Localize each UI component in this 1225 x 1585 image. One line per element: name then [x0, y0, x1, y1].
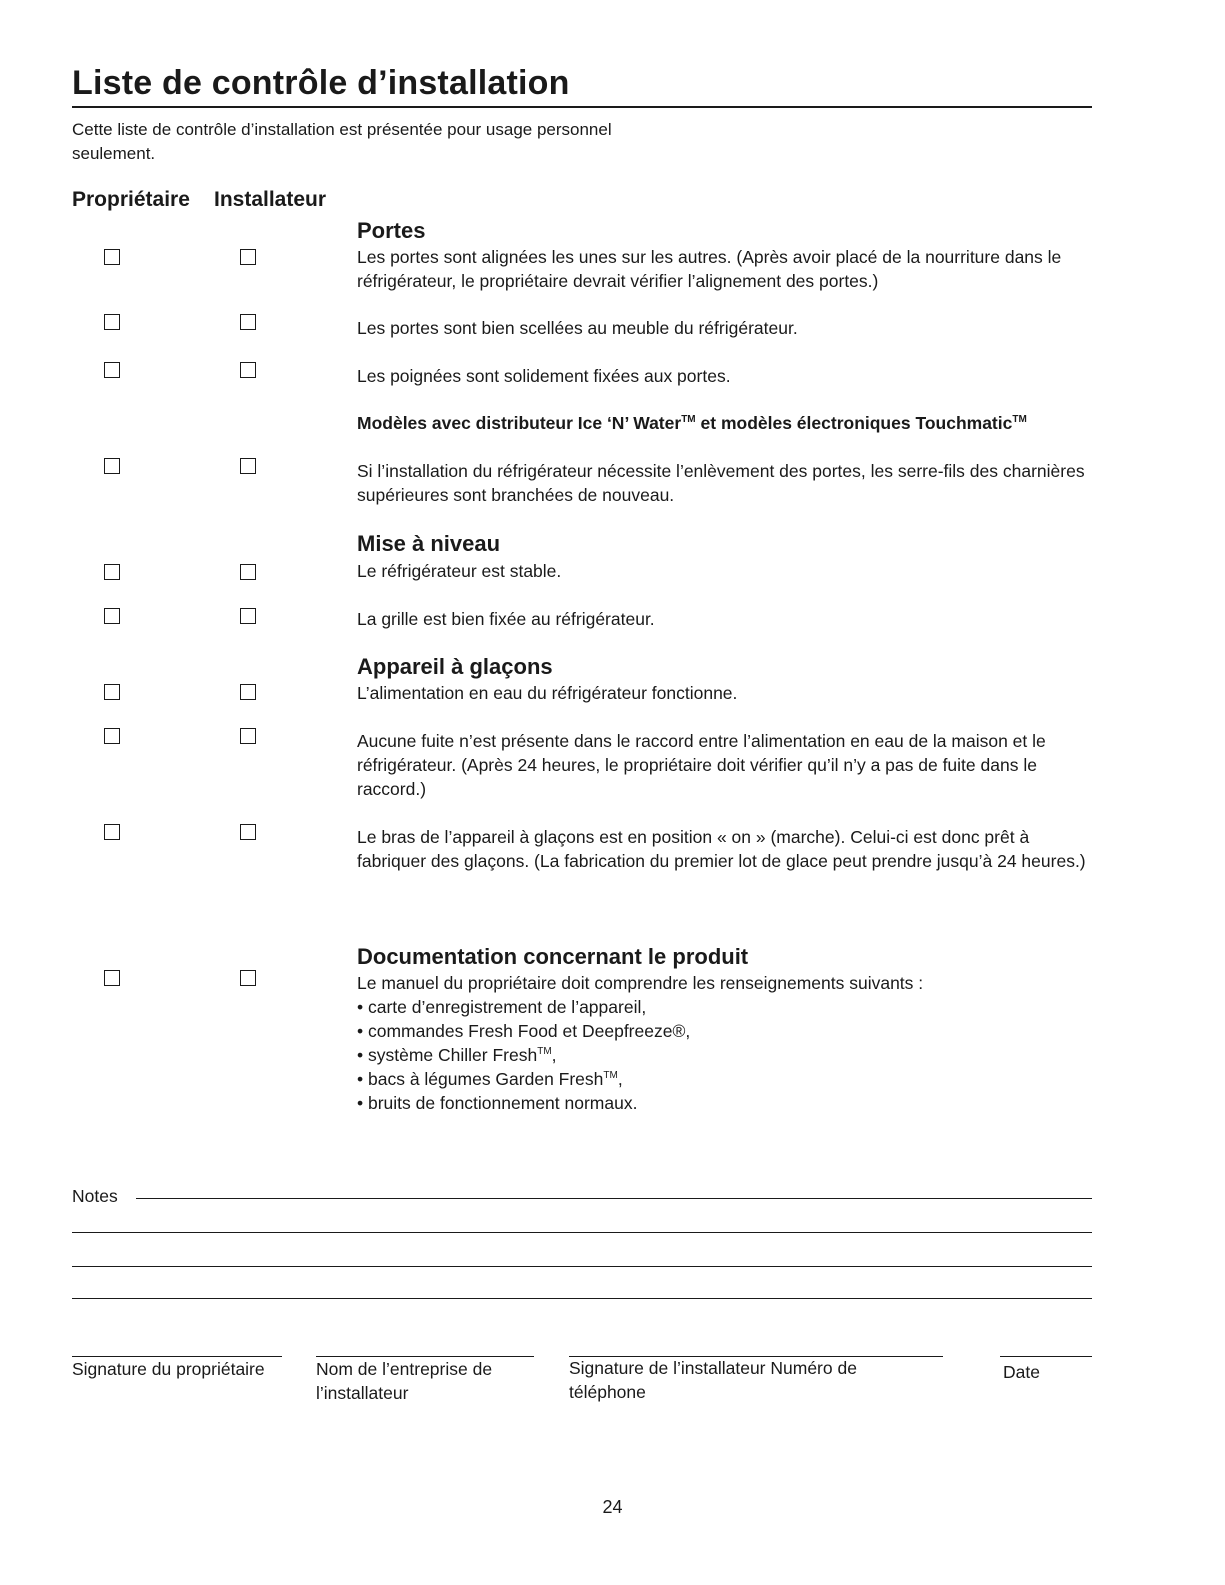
- section-heading-leveling: Mise à niveau: [357, 531, 501, 556]
- list-item: • bruits de fonctionnement normaux.: [357, 1091, 1057, 1115]
- checkbox-installer-handles-fixed[interactable]: [240, 362, 256, 378]
- checkbox-owner-wire-connectors[interactable]: [104, 458, 120, 474]
- page-title: Liste de contrôle d’installation: [72, 64, 570, 102]
- checkbox-owner-water-supply[interactable]: [104, 684, 120, 700]
- notes-label: Notes: [72, 1186, 118, 1206]
- checkbox-installer-documentation[interactable]: [240, 970, 256, 986]
- title-underline: [72, 106, 1092, 108]
- list-item: • système Chiller Fresh™,: [357, 1043, 1057, 1067]
- installer-signature-label: Signature de l’installateur Numéro de téléphone: [569, 1358, 857, 1402]
- checkbox-owner-doors-sealed[interactable]: [104, 314, 120, 330]
- checkbox-installer-doors-sealed[interactable]: [240, 314, 256, 330]
- checkbox-installer-icemaker-arm[interactable]: [240, 824, 256, 840]
- checkbox-owner-doors-aligned[interactable]: [104, 249, 120, 265]
- checkbox-installer-wire-connectors[interactable]: [240, 458, 256, 474]
- documentation-list: [357, 995, 1057, 1115]
- checkbox-installer-water-supply[interactable]: [240, 684, 256, 700]
- owner-signature-label: Signature du propriétaire: [72, 1359, 265, 1379]
- item-icemaker-arm: Le bras de l’appareil à glaçons est en position « on » (marche). Celui-ci est donc prêt à fabriquer des glaçons. (La fabrication du premier lot de glace peut prendre jusqu’à 24 heures.): [357, 827, 1086, 871]
- checkbox-installer-grille[interactable]: [240, 608, 256, 624]
- date-line[interactable]: [1000, 1356, 1092, 1357]
- checkbox-owner-documentation[interactable]: [104, 970, 120, 986]
- list-item: • commandes Fresh Food et Deepfreeze®,: [357, 1019, 1057, 1043]
- section-heading-icemaker: Appareil à glaçons: [357, 654, 553, 679]
- list-item: • bacs à légumes Garden Fresh™,: [357, 1067, 1057, 1091]
- intro-text: Cette liste de contrôle d’installation est présentée pour usage personnel seulement.: [72, 120, 612, 163]
- notes-line-3[interactable]: [72, 1266, 1092, 1267]
- checkbox-owner-icemaker-arm[interactable]: [104, 824, 120, 840]
- checkbox-installer-stable[interactable]: [240, 564, 256, 580]
- notes-line-4[interactable]: [72, 1298, 1092, 1299]
- column-header-owner: Propriétaire: [72, 188, 190, 211]
- item-no-leak: Aucune fuite n’est présente dans le raccord entre l’alimentation en eau de la maison et le réfrigérateur. (Après 24 heures, le propriétaire doit vérifier qu’il n’y a pas de fuite dans le raccord.): [357, 731, 1046, 799]
- section-heading-doors: Portes: [357, 218, 426, 243]
- notes-line-2[interactable]: [72, 1232, 1092, 1233]
- item-wire-connectors: Si l’installation du réfrigérateur nécessite l’enlèvement des portes, les serre-fils des charnières supérieures sont branchées de nouveau.: [357, 461, 1085, 505]
- notes-line-1[interactable]: [136, 1198, 1092, 1199]
- item-grille: La grille est bien fixée au réfrigérateur.: [357, 609, 655, 629]
- checkbox-owner-no-leak[interactable]: [104, 728, 120, 744]
- subsection-heading-icenwater: Modèles avec distributeur Ice ‘N’ Water™ et modèles électroniques Touchmatic™: [357, 413, 1027, 433]
- item-doors-sealed: Les portes sont bien scellées au meuble du réfrigérateur.: [357, 318, 798, 338]
- list-item: • carte d’enregistrement de l’appareil,: [357, 995, 1057, 1019]
- checkbox-installer-doors-aligned[interactable]: [240, 249, 256, 265]
- item-water-supply: L’alimentation en eau du réfrigérateur fonctionne.: [357, 683, 738, 703]
- item-stable: Le réfrigérateur est stable.: [357, 561, 562, 581]
- date-label: Date: [1003, 1362, 1040, 1382]
- page-number: 24: [602, 1497, 623, 1517]
- checkbox-owner-grille[interactable]: [104, 608, 120, 624]
- item-doors-aligned: Les portes sont alignées les unes sur les autres. (Après avoir placé de la nourriture dans le réfrigérateur, le propriétaire devrait vérifier l’alignement des portes.): [357, 247, 1062, 291]
- item-handles-fixed: Les poignées sont solidement fixées aux portes.: [357, 366, 731, 386]
- checkbox-owner-handles-fixed[interactable]: [104, 362, 120, 378]
- checkbox-installer-no-leak[interactable]: [240, 728, 256, 744]
- company-name-label: Nom de l’entreprise de l’installateur: [316, 1359, 493, 1403]
- column-header-installer: Installateur: [214, 188, 327, 211]
- section-heading-documentation: Documentation concernant le produit: [357, 944, 749, 969]
- item-documentation-intro: Le manuel du propriétaire doit comprendre les renseignements suivants :: [357, 973, 924, 993]
- checkbox-owner-stable[interactable]: [104, 564, 120, 580]
